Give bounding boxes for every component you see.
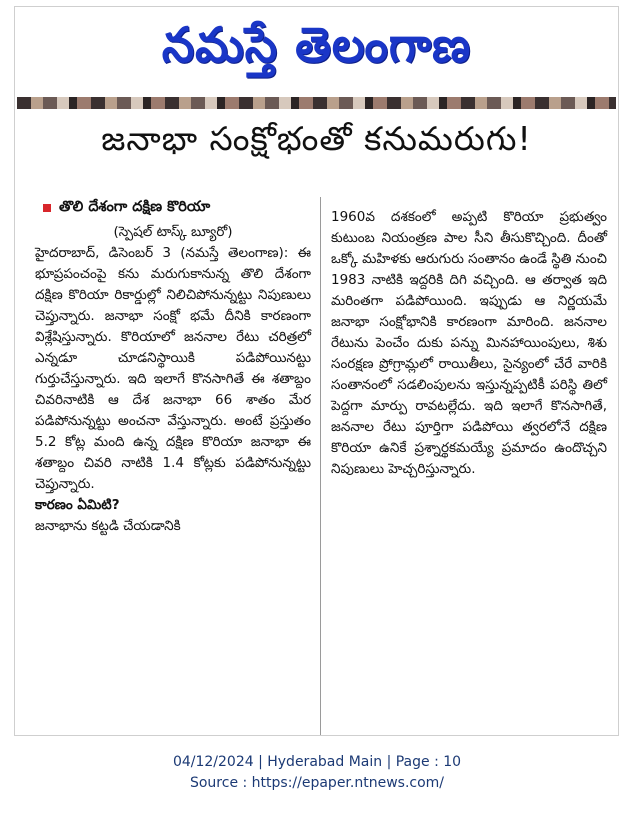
cause-subheading: కారణం ఏమిటి?: [35, 497, 120, 513]
right-body-text: 1960వ దశకంలో అప్పటి కొరియా ప్రభుత్వం కుటుంబ నియంత్రణ పాల సీని తీసుకొచ్చింది. దీంతో ఒక్కో మహిళకు ఆరుగురు సంతానం ఉండే స్థితి నుంచి 1983 నాటికి ఇద్దరికి దిగి వచ్చింది. ఆ తర్వాత ఇది మరింతగా పడిపోయింది. ఇప్పుడు ఆ నిర్ణయమే జనాభా సంక్షోభానికి కారణంగా మారింది. జననాల రేటును పెంచేం దుకు పన్ను మినహాయింపులు, శిశు సంరక్షణ ప్రోగ్రామ్లలో రాయితీలు, సైన్యంలో చేరే వారికి సంతానంలో సడలింపులను ఇస్తున్నప్పటికీ పరిస్థి తిలో పెద్దగా మార్పు రావటల్లేదు. ఇది ఇలాగే కొనసాగితే, జననాల రేటు పూర్తిగా పడిపోయి త్వరలోనే దక్షిణ కొరియా ఉనికే ప్రశ్నార్థకమయ్యే ప్రమాదం ఉందొచ్చని నిపుణులు హెచ్చరిస్తున్నారు.: [331, 209, 607, 477]
masthead: [15, 7, 618, 95]
photo-strip-image: [17, 97, 616, 109]
newspaper-clipping: [14, 6, 619, 736]
right-column: [331, 207, 607, 480]
subheading-text: తొలి దేశంగా దక్షిణ కొరియా: [59, 199, 211, 215]
article-columns: [15, 197, 618, 735]
masthead-logo: నమస్తే తెలంగాణ: [161, 16, 472, 74]
left-column: [35, 197, 311, 537]
footer-source: Source : https://epaper.ntnews.com/: [189, 775, 445, 791]
left-body-text: హైదరాబాద్, డిసెంబర్ 3 (నమస్తే తెలంగాణ): ఈ భూప్రపంచంపై కను మరుగుకానున్న తొలి దేశంగా దక్షిణ కొరియా రికార్డుల్లో నిలిచిపోనున్నట్టు నిపుణులు చెప్తున్నారు. జనాభా సంక్షో భమే దీనికి కారణంగా విశ్లేషిస్తున్నారు. కొరియాలో జననాల రేటు చరిత్రలో ఎన్నడూ చూడనిస్థాయికి పడిపోయినట్టు గుర్తుచేస్తున్నారు. ఇది ఇలాగే కొనసాగితే ఈ శతాబ్దం చివరినాటికి ఆ దేశ జనాభా 66 శాతం మేర పడిపోనున్నట్టు అంచనా వేస్తున్నారు. అంటే ప్రస్తుతం 5.2 కోట్ల మంది ఉన్న దక్షిణ కొరియా జనాభా ఈ శతాబ్దం చివరి నాటికి 1.4 కోట్లకు పడిపోనున్నట్టు చెప్తున్నారు.: [35, 245, 311, 492]
column-divider: [320, 197, 321, 735]
subheading: [35, 197, 311, 218]
left-tail-text: జనాభాను కట్టడి చేయడానికి: [35, 518, 181, 534]
byline: (స్పెషల్ టాస్క్ బ్యూరో): [113, 224, 233, 240]
red-square-bullet-icon: [43, 204, 51, 212]
footer-date-edition: 04/12/2024 | Hyderabad Main | Page : 10: [172, 754, 462, 770]
article-headline: జనాభా సంక్షోభంతో కనుమరుగు!: [101, 119, 532, 158]
